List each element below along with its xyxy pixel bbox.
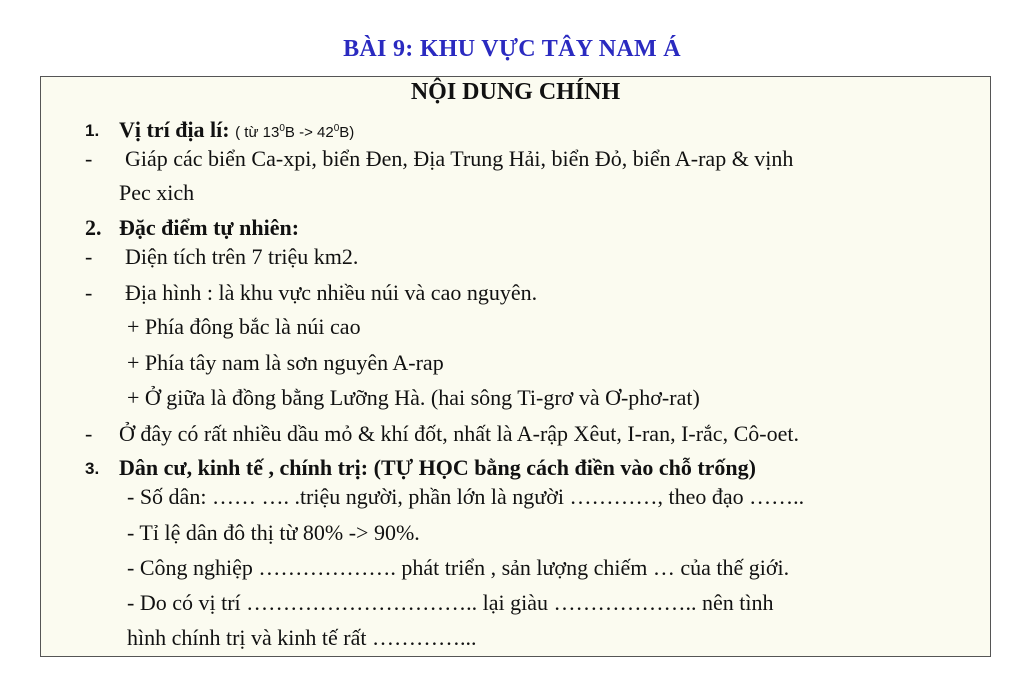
section2-number: 2. [85, 215, 102, 240]
section2-oil-text: Ở đây có rất nhiều dầu mỏ & khí đốt, nhất là A-rập Xêut, I-ran, I-rắc, Cô-oet. [119, 421, 799, 446]
section1-bullet1-text2: Pec xich [119, 180, 195, 205]
terrain-ne-text: + Phía đông bắc là núi cao [127, 314, 361, 339]
range-sup2: 0 [333, 123, 340, 134]
bullet-dash: - [85, 146, 93, 171]
section2-terrain-text: Địa hình : là khu vực nhiều núi và cao nguyên. [125, 280, 538, 305]
bullet-dash: - [85, 421, 93, 446]
section2-title: Đặc điểm tự nhiên: [119, 215, 300, 240]
section1-range [235, 124, 354, 141]
page-title: BÀI 9: KHU VỰC TÂY NAM Á [343, 36, 681, 62]
range-mid: B -> 42 [284, 124, 334, 141]
range-sup1: 0 [279, 123, 285, 134]
bullet-dash: - [85, 280, 93, 305]
section3-title: Dân cư, kinh tế , chính trị: (TỰ HỌC bằng cách điền vào chỗ trống) [119, 455, 756, 480]
population-text: - Số dân: …… …. .triệu người, phần lớn là người …………, theo đạo …….. [127, 484, 805, 509]
urban-text: - Tỉ lệ dân đô thị từ 80% -> 90%. [127, 520, 420, 545]
section2-area-text: Diện tích trên 7 triệu km2. [125, 244, 359, 269]
range-suffix: B) [339, 124, 355, 141]
industry-text: - Công nghiệp ………………. phát triển , sản lượng chiếm … của thế giới. [127, 555, 790, 580]
section1-bullet1-text: Giáp các biển Ca-xpi, biển Đen, Địa Trung Hải, biển Đỏ, biển A-rap & vịnh [125, 146, 794, 171]
terrain-mid-text: + Ở giữa là đồng bằng Lưỡng Hà. (hai sông Ti-grơ và Ơ-phơ-rat) [127, 385, 700, 410]
bullet-dash: - [85, 244, 93, 269]
terrain-sw-text: + Phía tây nam là sơn nguyên A-rap [127, 350, 444, 375]
politics-text-1: - Do có vị trí ………………………….. lại giàu ……………….. nên tình [127, 590, 774, 615]
content-heading: NỘI DUNG CHÍNH [410, 79, 621, 105]
section1-title: Vị trí địa lí: [119, 117, 230, 142]
section3-number: 3. [85, 459, 100, 478]
section1-number: 1. [85, 121, 100, 140]
section1-title-wrap [119, 117, 354, 143]
main-content-box [40, 76, 991, 657]
politics-text-2: hình chính trị và kinh tế rất …………... [127, 625, 477, 650]
range-prefix: ( từ 13 [235, 124, 280, 141]
